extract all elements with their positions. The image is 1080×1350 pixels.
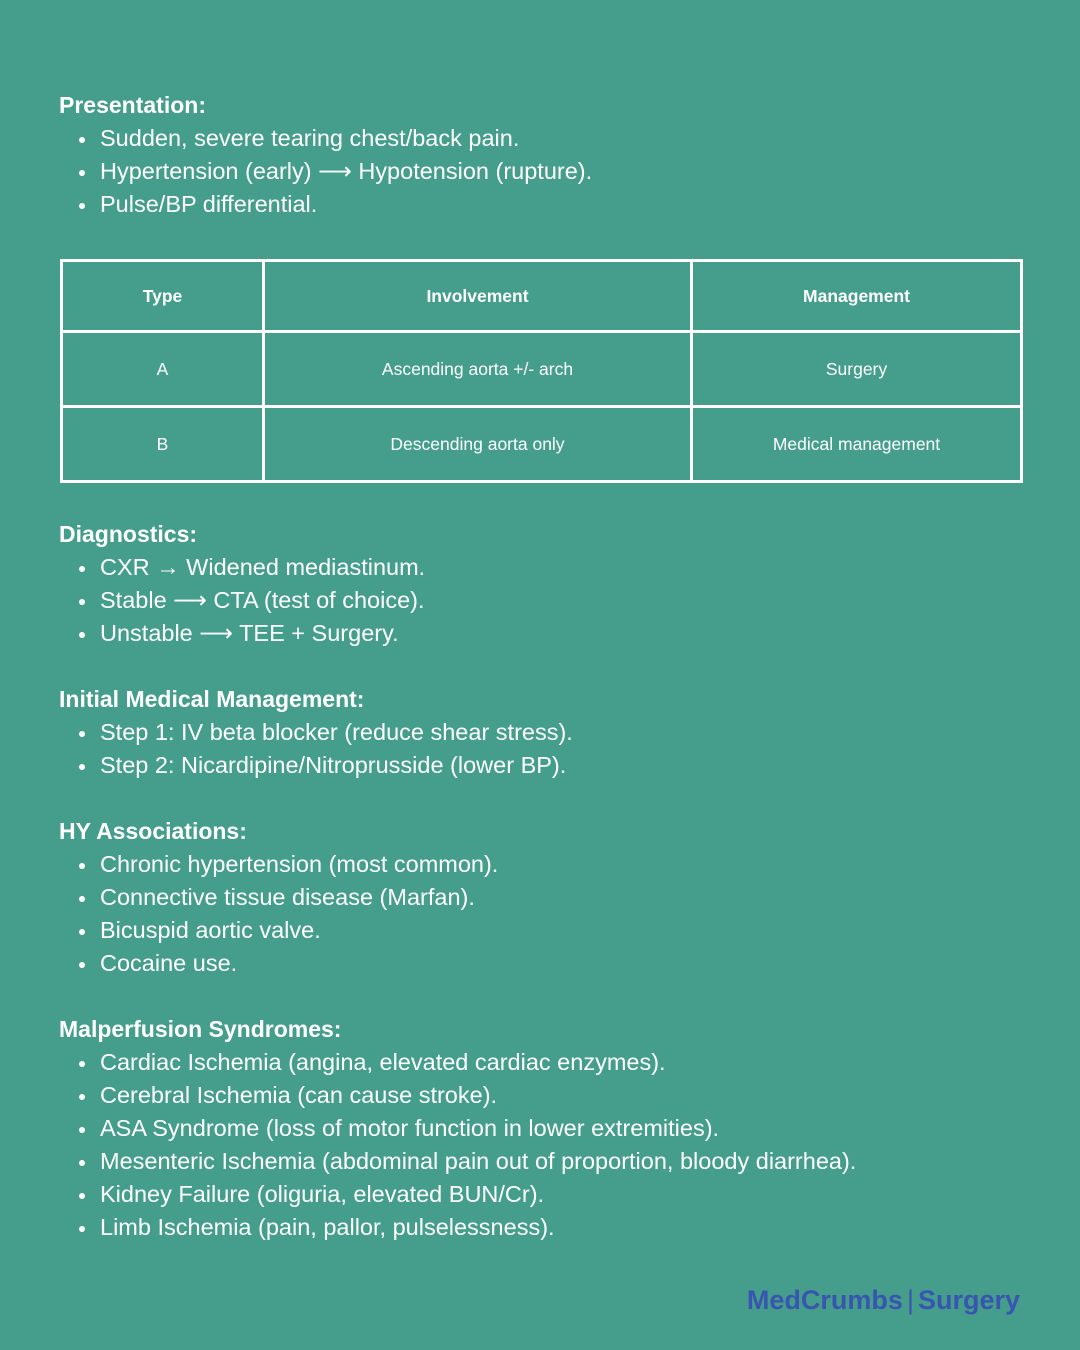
list-item: Hypertension (early) ⟶ Hypotension (rupture). xyxy=(59,155,1039,188)
brand-topic: Surgery xyxy=(917,1285,1020,1315)
associations-section xyxy=(59,815,1039,980)
dissection-type-table xyxy=(60,259,1023,483)
table-cell: A xyxy=(62,332,264,407)
medical-management-heading: Initial Medical Management: xyxy=(59,686,365,712)
list-item: Cocaine use. xyxy=(59,947,1039,980)
diagnostics-section xyxy=(59,518,1039,650)
list-item: Cardiac Ischemia (angina, elevated cardiac enzymes). xyxy=(59,1046,1039,1079)
malperfusion-list xyxy=(59,1046,1039,1244)
list-item: Step 2: Nicardipine/Nitroprusside (lower BP). xyxy=(59,749,1039,782)
list-item: ASA Syndrome (loss of motor function in lower extremities). xyxy=(59,1112,1039,1145)
associations-list xyxy=(59,848,1039,980)
list-item: Chronic hypertension (most common). xyxy=(59,848,1039,881)
associations-heading: HY Associations: xyxy=(59,818,247,844)
list-item: Mesenteric Ischemia (abdominal pain out of proportion, bloody diarrhea). xyxy=(59,1145,1039,1178)
table-row xyxy=(62,332,1022,407)
diagnostics-heading: Diagnostics: xyxy=(59,521,198,547)
presentation-heading: Presentation: xyxy=(59,92,206,118)
medical-management-section xyxy=(59,683,1039,782)
medical-management-list xyxy=(59,716,1039,782)
list-item: Bicuspid aortic valve. xyxy=(59,914,1039,947)
brand-logo xyxy=(747,1283,1020,1317)
list-item: Connective tissue disease (Marfan). xyxy=(59,881,1039,914)
diagnostics-list xyxy=(59,551,1039,650)
list-item: Stable ⟶ CTA (test of choice). xyxy=(59,584,1039,617)
table-cell: Medical management xyxy=(692,407,1022,482)
list-item: CXR → Widened mediastinum. xyxy=(59,551,1039,584)
table-cell: B xyxy=(62,407,264,482)
brand-name: MedCrumbs xyxy=(746,1285,903,1315)
brand-separator: | xyxy=(906,1285,914,1315)
list-item: Step 1: IV beta blocker (reduce shear stress). xyxy=(59,716,1039,749)
column-header-type: Type xyxy=(62,261,264,332)
table-header-row xyxy=(62,261,1022,332)
list-item: Limb Ischemia (pain, pallor, pulselessness). xyxy=(59,1211,1039,1244)
table-row xyxy=(62,407,1022,482)
list-item: Kidney Failure (oliguria, elevated BUN/Cr). xyxy=(59,1178,1039,1211)
list-item: Pulse/BP differential. xyxy=(59,188,1039,221)
table-cell: Descending aorta only xyxy=(264,407,692,482)
malperfusion-section xyxy=(59,1013,1039,1244)
list-item: Unstable ⟶ TEE + Surgery. xyxy=(59,617,1039,650)
column-header-management: Management xyxy=(692,261,1022,332)
malperfusion-heading: Malperfusion Syndromes: xyxy=(59,1016,342,1042)
column-header-involvement: Involvement xyxy=(264,261,692,332)
list-item: Sudden, severe tearing chest/back pain. xyxy=(59,122,1039,155)
presentation-section xyxy=(59,89,1039,221)
list-item: Cerebral Ischemia (can cause stroke). xyxy=(59,1079,1039,1112)
table-cell: Ascending aorta +/- arch xyxy=(264,332,692,407)
table-cell: Surgery xyxy=(692,332,1022,407)
presentation-list xyxy=(59,122,1039,221)
